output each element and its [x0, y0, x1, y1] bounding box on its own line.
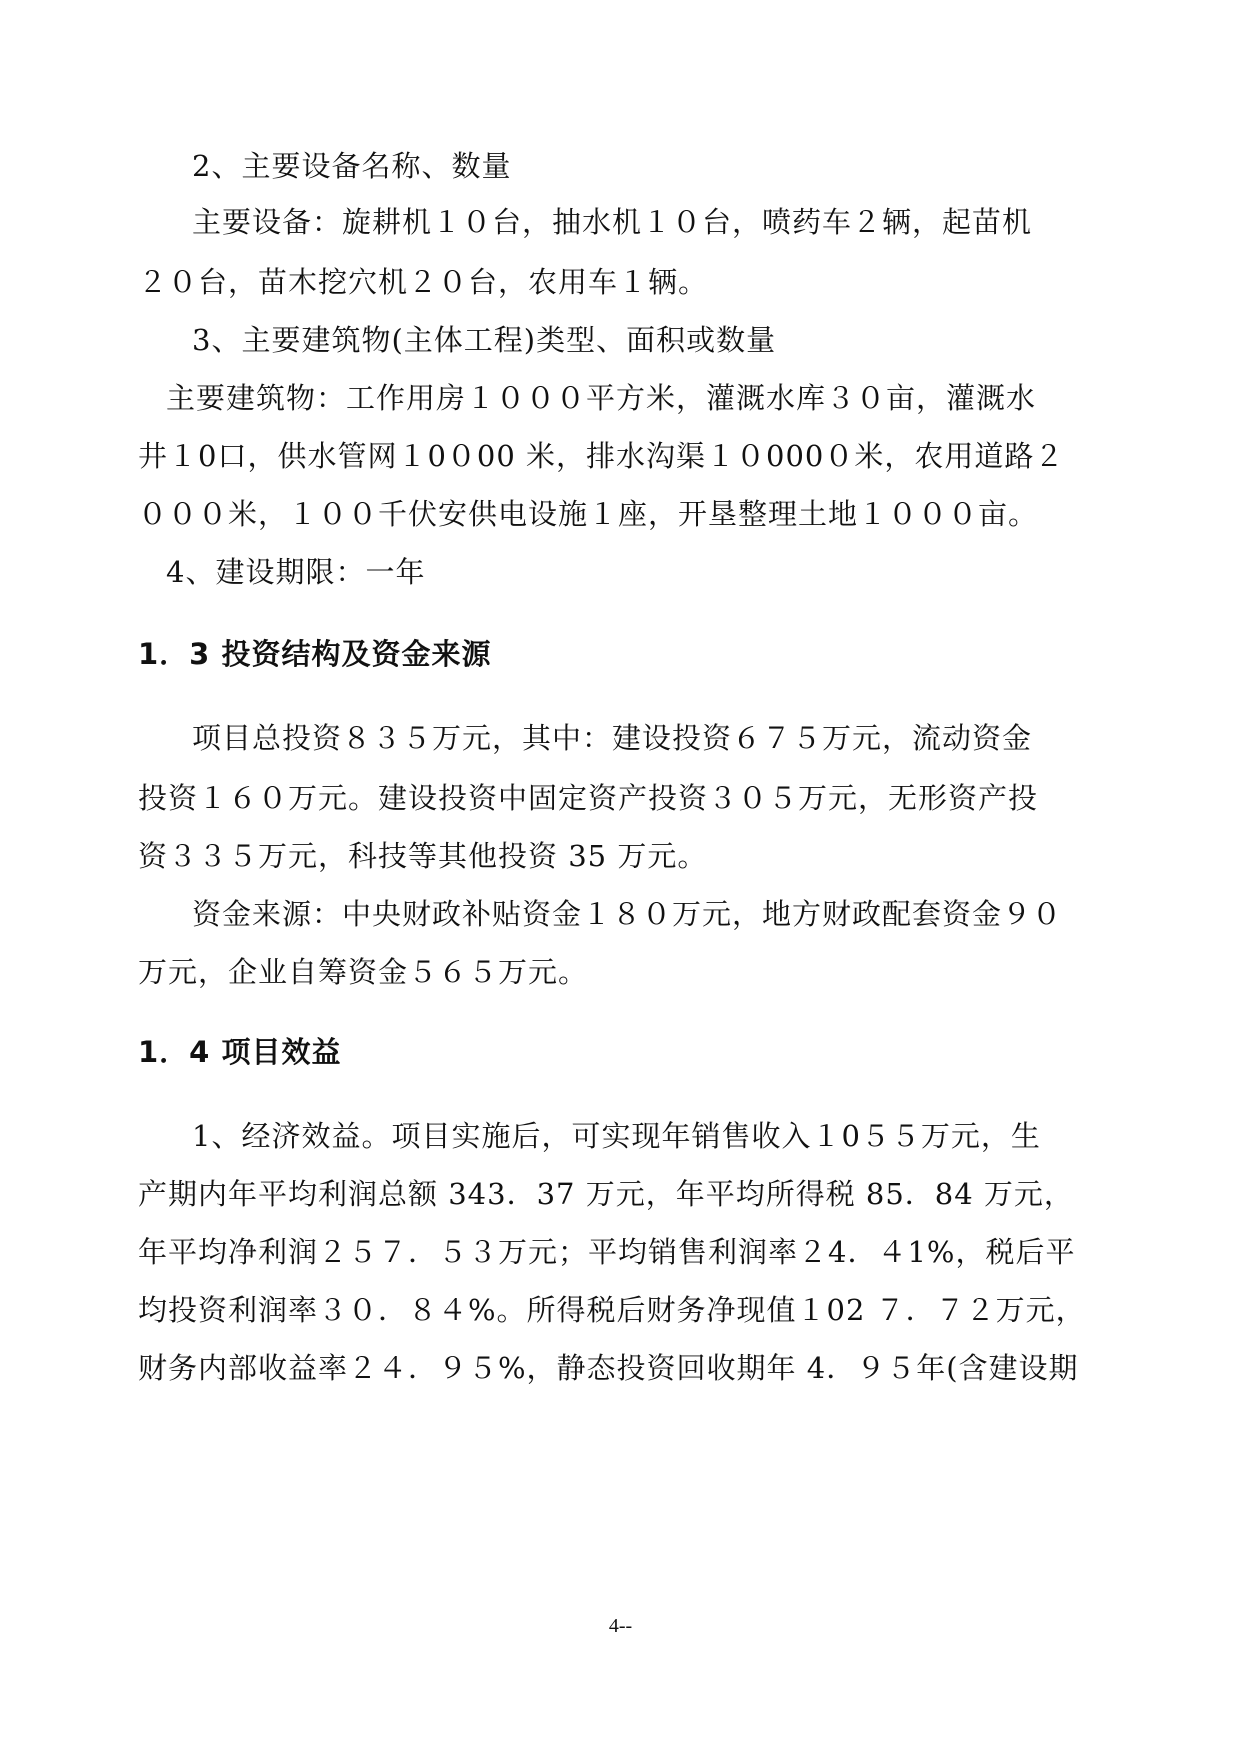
investment-line-3: 资３３５万元，科技等其他投资 35 万元。: [138, 839, 708, 873]
investment-line-2: 投资１６０万元。建设投资中固定资产投资３０５万元，无形资产投: [138, 781, 1039, 815]
investment-heading: 1．3 投资结构及资金来源: [138, 637, 492, 671]
buildings-line-2: 井１0口，供水管网１0０00 米，排水沟渠１０000０米，农用道路２: [138, 439, 1065, 473]
section-2-title: 2、主要设备名称、数量: [192, 149, 512, 183]
benefits-line-5: 财务内部收益率２４．９５%，静态投资回收期年 4．９５年(含建设期: [138, 1351, 1079, 1385]
section-3-title: 3、主要建筑物(主体工程)类型、面积或数量: [192, 323, 777, 357]
benefits-line-2: 产期内年平均利润总额 343．37 万元，年平均所得税 85．84 万元，: [138, 1177, 1074, 1211]
benefits-line-3: 年平均净利润２５７．５３万元；平均销售利润率２4．４1%，税后平: [138, 1235, 1076, 1269]
buildings-line-3: ０００米，１００千伏安供电设施１座，开垦整理土地１０００亩。: [138, 497, 1039, 531]
benefits-heading: 1．4 项目效益: [138, 1035, 342, 1069]
page-number: 4--: [608, 1615, 633, 1637]
equipment-line-1: 主要设备：旋耕机１０台，抽水机１０台，喷药车２辆，起苗机: [192, 205, 1033, 239]
funding-line-2: 万元，企业自筹资金５６５万元。: [138, 955, 589, 989]
investment-line-1: 项目总投资８３５万元，其中：建设投资６７５万元，流动资金: [192, 721, 1033, 755]
buildings-line-1: 主要建筑物：工作用房１０００平方米，灌溉水库３０亩，灌溉水: [166, 381, 1037, 415]
equipment-line-2: ２０台，苗木挖穴机２０台，农用车１辆。: [138, 265, 709, 299]
section-4-title: 4、建设期限：一年: [166, 555, 426, 589]
benefits-line-1: 1、经济效益。项目实施后，可实现年销售收入１0５５万元，生: [192, 1119, 1041, 1153]
funding-line-1: 资金来源：中央财政补贴资金１８０万元，地方财政配套资金９０: [192, 897, 1063, 931]
benefits-line-4: 均投资利润率３０．８４%。所得税后财务净现值１02 ７．７２万元，: [138, 1293, 1086, 1327]
